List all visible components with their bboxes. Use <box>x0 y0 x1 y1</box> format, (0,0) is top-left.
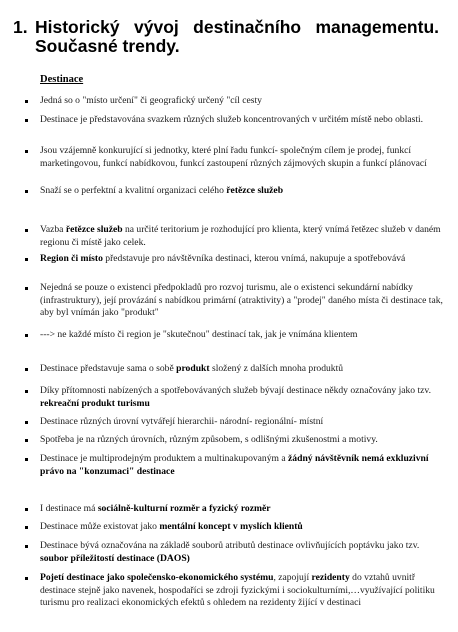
bold-term: rezidenty <box>311 572 350 583</box>
text-run: ---> ne každé místo či region je "skutečnou" destinací tak, jak je vnímána klientem <box>40 329 358 340</box>
list-item-text <box>40 185 445 198</box>
text-run: složený z dalších mnoha produktů <box>209 363 344 374</box>
bold-term: produkt <box>176 363 210 374</box>
bullet-icon <box>25 334 28 337</box>
text-run: představuje pro návštěvníka destinaci, kterou vnímá, nakupuje a spotřebovává <box>102 253 406 264</box>
bullet-icon <box>25 439 28 442</box>
text-run: Jsou vzájemně konkurující si jednotky, které plní řadu funkcí- společným cílem je prodej, funkcí marketingovou, funkcí nabídkovou, funkcí zastoupení různých zájmových skupin a funkcí plánovací <box>40 145 427 169</box>
text-run: Jedná so o "místo určení" či geografický určený "cíl cesty <box>40 95 262 106</box>
list-item-text <box>40 224 445 249</box>
list-item-text <box>40 114 445 127</box>
list-item <box>0 540 458 565</box>
list-item <box>0 453 458 478</box>
list-item-text <box>40 540 445 565</box>
bullet-icon <box>25 150 28 153</box>
bullet-icon <box>25 526 28 529</box>
list-item-text <box>40 453 445 478</box>
text-run: Snaží se o perfektní a kvalitní organizaci celého <box>40 185 227 196</box>
bullet-icon <box>25 190 28 193</box>
bullet-icon <box>25 100 28 103</box>
bold-term: rekreační produkt turismu <box>40 397 150 409</box>
bullet-icon <box>25 390 28 393</box>
text-run: I destinace má <box>40 503 98 514</box>
list-item-text <box>40 95 445 108</box>
bold-term: soubor příležitostí destinace (DAOS) <box>40 552 190 564</box>
list-item-text <box>40 503 445 516</box>
list-item-text <box>40 572 445 610</box>
list-item <box>0 416 458 429</box>
list-item <box>0 282 458 320</box>
list-item-text <box>40 282 445 320</box>
bold-term: Region či místo <box>40 253 103 264</box>
list-item-text <box>40 416 445 429</box>
bold-term: Pojetí destinace jako společensko-ekonomického systému <box>40 572 274 583</box>
text-run: Destinace představuje sama o sobě <box>40 363 177 374</box>
list-item-text <box>40 434 445 447</box>
text-run: do vztahů uvnitř destinace stejně jako navenek, hospodaříci se zdroji fyzickými i sociokulturními,…využívající politiku turismu pro realizaci ekonomických efektů s ohledem na rezidenty žijící v destinaci <box>40 572 435 609</box>
list-item <box>0 253 458 266</box>
text-run: Destinace bývá označována na základě souborů atributů destinace ovlivňujících poptávku jako tzv. <box>40 540 420 551</box>
list-item <box>0 224 458 249</box>
text-run: Destinace může existovat jako <box>40 521 160 532</box>
section-heading <box>13 18 439 56</box>
list-item <box>0 329 458 342</box>
subtitle-destinace: Destinace <box>40 74 84 85</box>
bullet-icon <box>25 119 28 122</box>
text-run: Vazba <box>40 224 66 235</box>
list-item <box>0 521 458 534</box>
text-run: , zapojují <box>273 572 312 583</box>
list-item-text <box>40 385 445 410</box>
bullet-icon <box>25 577 28 580</box>
list-item-text <box>40 329 445 342</box>
text-run: Destinace je představována svazkem různých služeb koncentrovaných v určitém místě nebo oblasti. <box>40 114 424 125</box>
list-item <box>0 503 458 516</box>
list-item <box>0 363 458 376</box>
bullet-icon <box>25 458 28 461</box>
text-run: Destinace je multiprodejným produktem a multinakupovaným a <box>40 453 289 464</box>
bullet-icon <box>25 545 28 548</box>
bold-term: mentální koncept v myslích klientů <box>159 521 303 532</box>
list-item <box>0 95 458 108</box>
bullet-icon <box>25 508 28 511</box>
bullet-icon <box>25 421 28 424</box>
heading-line-2: Současné trendy. <box>35 36 180 56</box>
bullet-icon <box>25 287 28 290</box>
list-item <box>0 572 458 610</box>
text-run: Nejedná se pouze o existenci předpokladů pro rozvoj turismu, ale o existenci sekundární nabídky (infrastruktury), její provázání s nabídkou primární (atraktivity) a "prodej" daného místa či destinace tak, aby byl vnímán jako "produkt" <box>40 282 443 319</box>
list-item <box>0 385 458 410</box>
list-item-text <box>40 253 445 266</box>
list-item-text <box>40 363 445 376</box>
bold-term: řetězce služeb <box>226 185 284 196</box>
bold-term: sociálně-kulturní rozměr a fyzický rozměr <box>97 503 271 514</box>
list-item <box>0 434 458 447</box>
text-run: na určité teritorium je rozhodující pro klienta, který vnímá řetězec služeb v daném regionu či místě jako celek. <box>40 224 441 248</box>
bullet-icon <box>25 258 28 261</box>
heading-line-1: Historický vývoj destinačního managementu. <box>35 17 439 37</box>
bullet-icon <box>25 368 28 371</box>
heading-number: 1. <box>13 17 28 37</box>
text-run: Spotřeba je na různých úrovních, různým způsobem, s odlišnými zkušenostmi a motivy. <box>40 434 378 445</box>
list-item-text <box>40 145 445 170</box>
bold-term: žádný návštěvník nemá exkluzivní právo na "konzumaci" destinace <box>40 453 429 477</box>
list-item <box>0 114 458 127</box>
bold-term: řetězce služeb <box>65 224 123 235</box>
list-item <box>0 145 458 170</box>
bullet-icon <box>25 229 28 232</box>
text-run: Díky přítomnosti nabízených a spotřebovávaných služeb bývají destinace někdy označovány jako tzv. <box>40 385 432 396</box>
list-item <box>0 185 458 198</box>
text-run: Destinace různých úrovní vytvářejí hierarchii- národní- regionální- místní <box>40 416 324 427</box>
list-item-text <box>40 521 445 534</box>
